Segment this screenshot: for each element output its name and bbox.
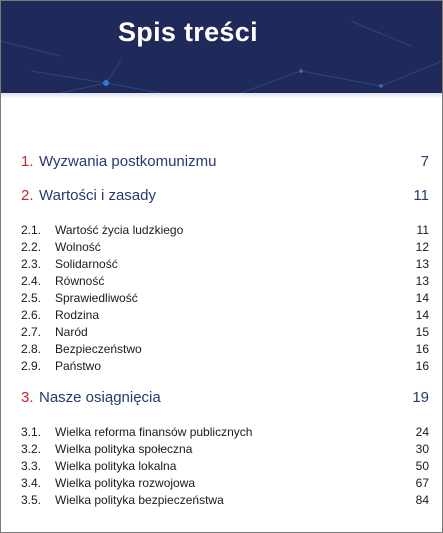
chapter-number: 2. [21, 187, 34, 204]
item-page: 24 [415, 425, 429, 439]
toc-item[interactable] [21, 257, 429, 273]
item-page: 14 [415, 308, 429, 322]
item-page: 84 [415, 493, 429, 507]
item-title: Wielka polityka bezpieczeństwa [55, 493, 224, 507]
item-title: Solidarność [55, 257, 118, 271]
item-number: 2.4. [21, 274, 42, 288]
item-page: 50 [415, 459, 429, 473]
toc-item[interactable] [21, 459, 429, 475]
toc-item[interactable] [21, 476, 429, 492]
item-title: Wolność [55, 240, 101, 254]
toc-item[interactable] [21, 359, 429, 375]
chapter-page: 19 [412, 389, 429, 406]
item-title: Bezpieczeństwo [55, 342, 142, 356]
toc-chapter-3[interactable] [21, 389, 429, 409]
chapter-page: 11 [413, 187, 429, 204]
toc-item[interactable] [21, 442, 429, 458]
header-banner [1, 1, 442, 93]
toc-item[interactable] [21, 223, 429, 239]
item-page: 11 [416, 223, 429, 237]
item-number: 2.8. [21, 342, 42, 356]
toc-item[interactable] [21, 274, 429, 290]
toc-item[interactable] [21, 240, 429, 256]
item-page: 13 [415, 257, 429, 271]
chapter-title: Nasze osiągnięcia [39, 389, 161, 406]
toc-item[interactable] [21, 325, 429, 341]
chapter-title: Wartości i zasady [39, 187, 156, 204]
item-title: Wielka reforma finansów publicznych [55, 425, 253, 439]
item-title: Naród [55, 325, 88, 339]
item-page: 13 [415, 274, 429, 288]
item-number: 3.4. [21, 476, 42, 490]
header-divider [1, 93, 442, 99]
item-number: 2.6. [21, 308, 42, 322]
item-number: 3.5. [21, 493, 42, 507]
toc-item[interactable] [21, 493, 429, 509]
item-number: 3.2. [21, 442, 42, 456]
item-page: 12 [415, 240, 429, 254]
item-title: Państwo [55, 359, 102, 373]
toc-item[interactable] [21, 291, 429, 307]
toc-item[interactable] [21, 308, 429, 324]
page-title: Spis treści [118, 17, 258, 47]
toc-item[interactable] [21, 342, 429, 358]
item-number: 2.7. [21, 325, 42, 339]
item-number: 2.1. [21, 223, 42, 237]
item-page: 16 [415, 342, 429, 356]
chapter-title: Wyzwania postkomunizmu [39, 153, 217, 170]
item-title: Rodzina [55, 308, 100, 322]
chapter-page: 7 [420, 153, 429, 170]
item-page: 30 [415, 442, 429, 456]
chapter-number: 3. [21, 389, 34, 406]
chapter-number: 1. [21, 153, 34, 170]
item-title: Wielka polityka lokalna [55, 459, 177, 473]
toc-item[interactable] [21, 425, 429, 441]
item-number: 3.1. [21, 425, 42, 439]
item-page: 67 [415, 476, 429, 490]
item-title: Wartość życia ludzkiego [55, 223, 184, 237]
toc-chapter-2[interactable] [21, 187, 429, 207]
toc-chapter-1[interactable] [21, 153, 429, 173]
item-number: 2.2. [21, 240, 42, 254]
item-number: 2.3. [21, 257, 42, 271]
item-number: 2.9. [21, 359, 42, 373]
item-page: 14 [415, 291, 429, 305]
item-page: 16 [415, 359, 429, 373]
item-number: 3.3. [21, 459, 42, 473]
item-title: Wielka polityka społeczna [55, 442, 193, 456]
item-title: Sprawiedliwość [55, 291, 138, 305]
item-number: 2.5. [21, 291, 42, 305]
item-page: 15 [415, 325, 429, 339]
item-title: Równość [55, 274, 105, 288]
item-title: Wielka polityka rozwojowa [55, 476, 196, 490]
